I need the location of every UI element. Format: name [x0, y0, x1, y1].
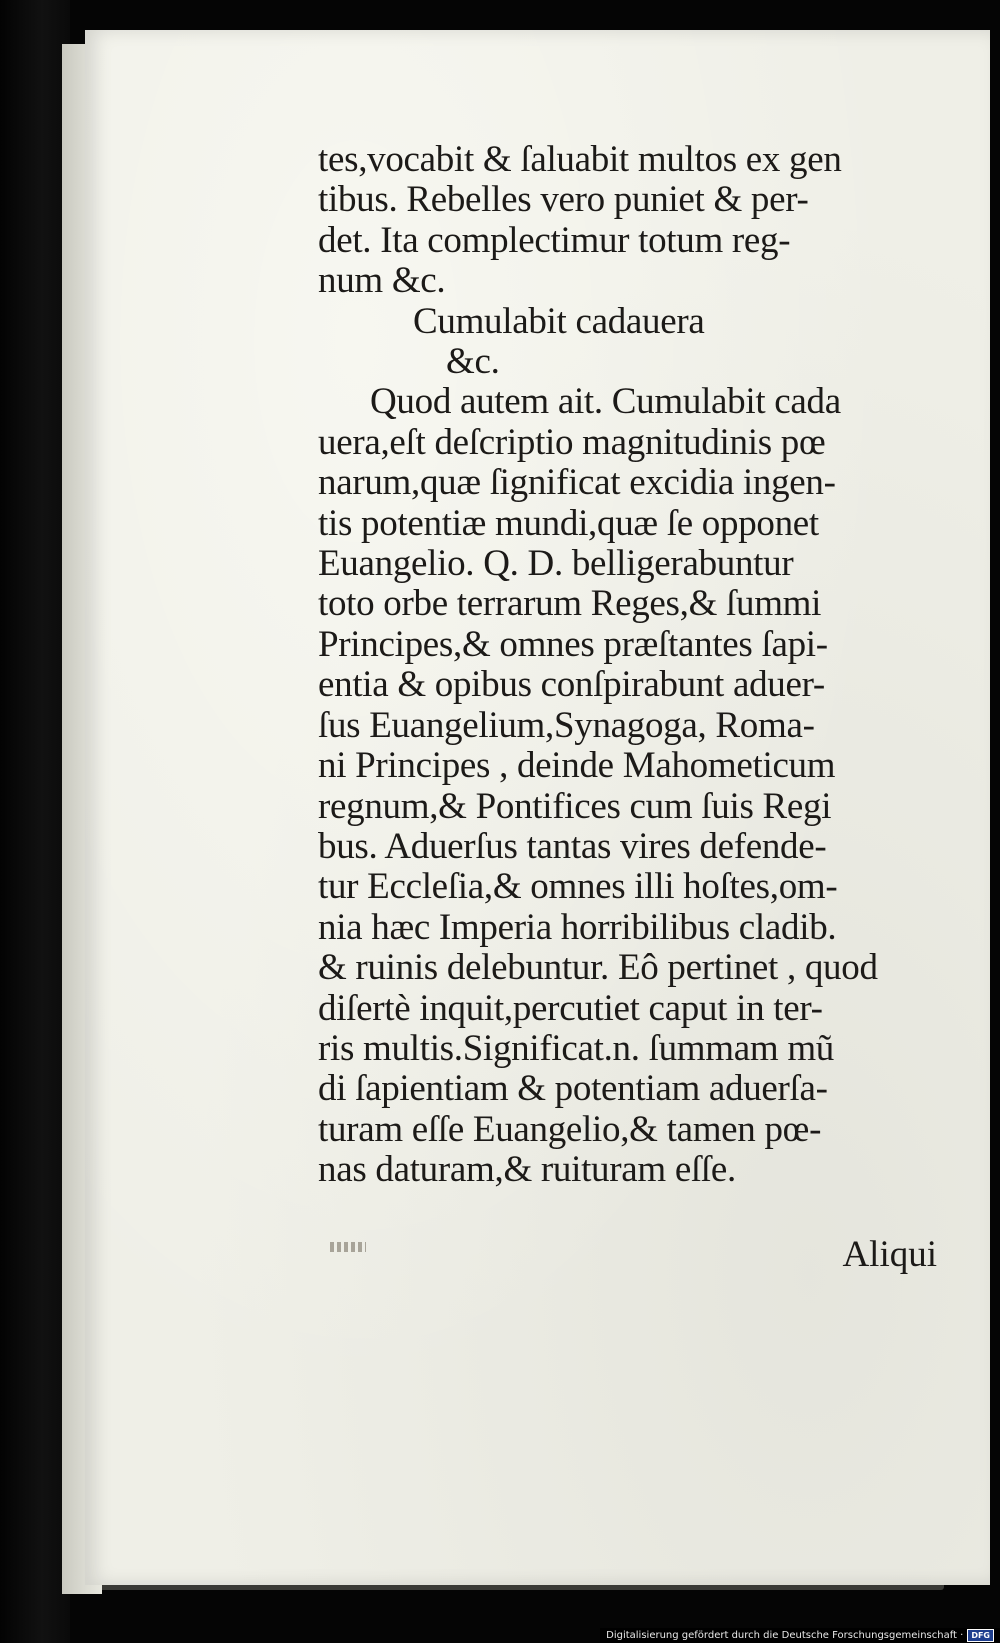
text-line: turam eſſe Euangelio,& tamen pœ-	[318, 1108, 822, 1150]
text-line: nas daturam,& ruituram eſſe.	[318, 1149, 736, 1191]
digitization-footer	[600, 1628, 1000, 1643]
text-line: bus. Aduerſus tantas vires defende-	[318, 825, 827, 867]
section-heading-cont: &c.	[446, 341, 500, 383]
text-line: ni Principes , deinde Mahometicum	[318, 745, 836, 787]
text-line: uera,eſt deſcriptio magnitudinis pœ	[318, 421, 826, 463]
footer-credit: Digitalisierung gefördert durch die Deutsche Forschungsgemeinschaft ·	[606, 1630, 964, 1641]
text-line: toto orbe terrarum Reges,& ſummi	[318, 583, 822, 625]
text-line: tur Eccleſia,& omnes illi hoſtes,om-	[318, 866, 838, 908]
text-line: & ruinis delebuntur. Eô pertinet , quod	[318, 947, 878, 989]
text-line: tes,vocabit & ſaluabit multos ex gen	[318, 139, 842, 180]
text-line: diſertè inquit,percutiet caput in ter-	[318, 987, 823, 1029]
text-line: tibus. Rebelles vero puniet & per-	[318, 179, 809, 221]
signature-mark	[330, 1242, 366, 1252]
text-line: entia & opibus conſpirabunt aduer-	[318, 664, 825, 706]
text-line: di ſapientiam & potentiam aduerſa-	[318, 1068, 828, 1110]
scanner-board	[0, 0, 70, 1643]
text-line: Principes,& omnes præſtantes ſapi-	[318, 623, 828, 665]
dfg-logo: DFG	[967, 1629, 994, 1642]
text-line: tis potentiæ mundi,quæ ſe opponet	[318, 502, 819, 544]
text-line: Quod autem ait. Cumulabit cada	[370, 381, 841, 423]
section-heading: Cumulabit cadauera	[413, 300, 705, 342]
catchword: Aliqui	[842, 1234, 937, 1275]
text-line: narum,quæ ſignificat excidia ingen-	[318, 462, 836, 504]
text-line: regnum,& Pontifices cum ſuis Regi	[318, 785, 832, 827]
text-line: ſus Euangelium,Synagoga, Roma-	[318, 704, 815, 746]
text-line: ris multis.Significat.n. ſummam mũ	[318, 1027, 835, 1069]
text-line: Euangelio. Q. D. belligerabuntur	[318, 543, 794, 585]
page-text	[318, 140, 928, 1191]
text-line: num &c.	[318, 260, 446, 302]
text-line: nia hæc Imperia horribilibus cladib.	[318, 906, 837, 948]
text-line: det. Ita complectimur totum reg-	[318, 219, 791, 261]
